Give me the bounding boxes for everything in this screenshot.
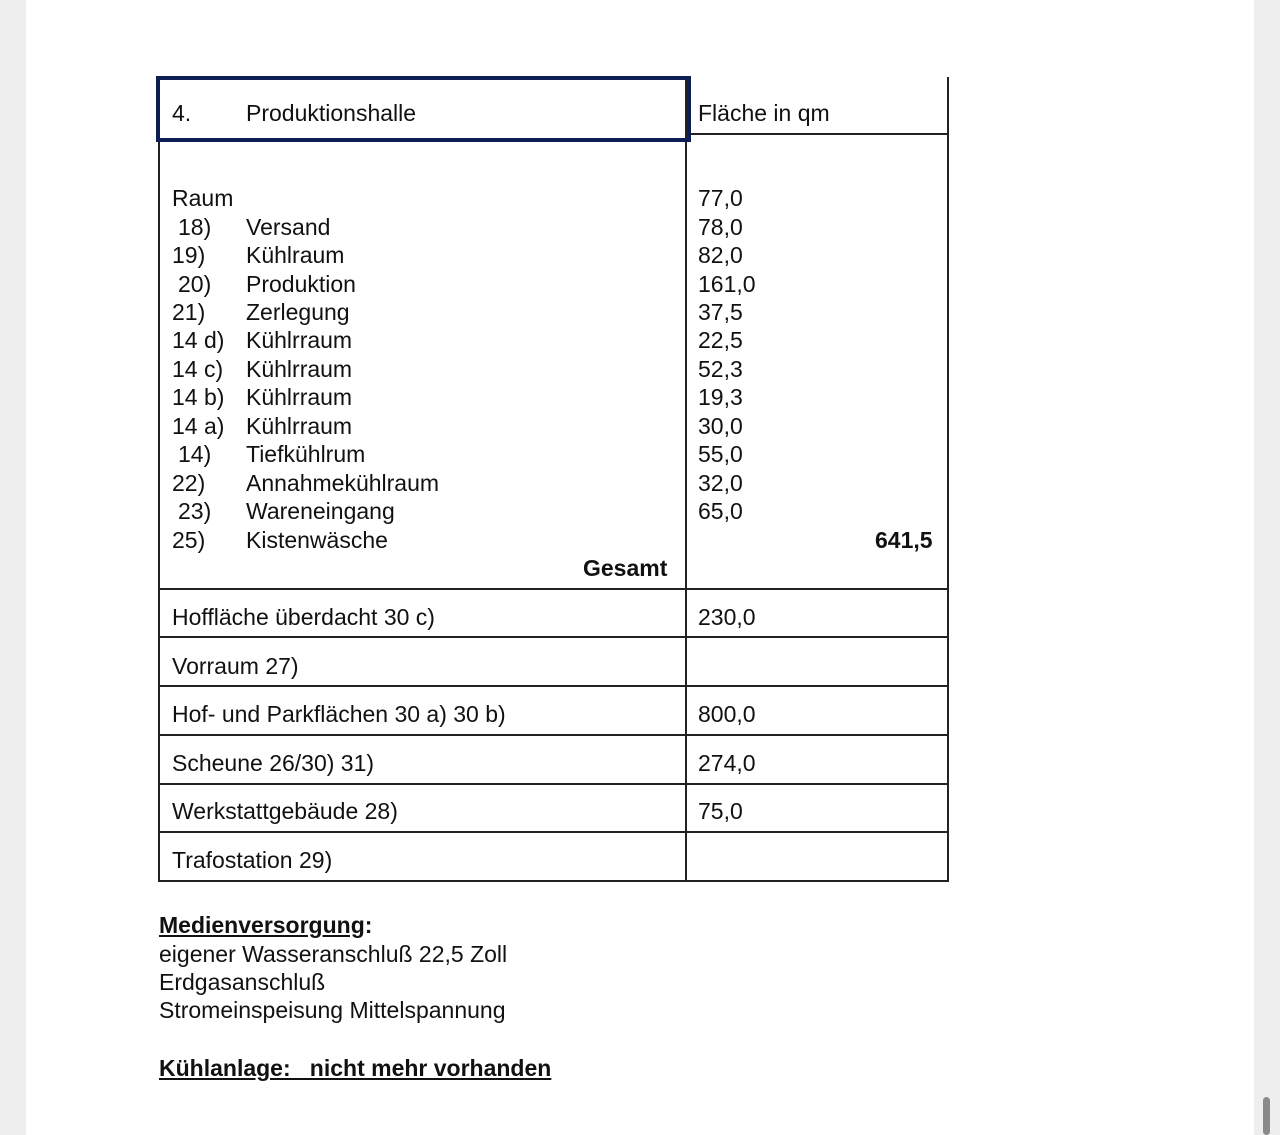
total-value: 641,5 — [875, 527, 933, 553]
rooms-label: Raum — [172, 185, 234, 211]
room-number: 23) — [178, 498, 212, 524]
table-divider — [685, 77, 687, 882]
table-rule — [158, 685, 949, 687]
room-number: 22) — [172, 470, 206, 496]
room-number: 21) — [172, 299, 206, 325]
room-number: 14 d) — [172, 327, 225, 353]
room-name: Wareneingang — [246, 498, 395, 524]
area-column-header: Fläche in qm — [698, 100, 830, 126]
table-border-left — [158, 134, 160, 882]
room-number: 19) — [172, 242, 206, 268]
room-area: 55,0 — [698, 441, 743, 467]
row-label: Werkstattgebäude 28) — [172, 798, 398, 824]
row-label: Scheune 26/30) 31) — [172, 750, 375, 776]
row-value: 274,0 — [698, 750, 756, 776]
row-value: 75,0 — [698, 798, 743, 824]
room-name: Kühlraum — [246, 242, 345, 268]
room-number: 14 a) — [172, 413, 225, 439]
room-number: 14 c) — [172, 356, 224, 382]
table-rule — [158, 588, 949, 590]
row-label: Hoffläche überdacht 30 c) — [172, 604, 435, 630]
row-value: 800,0 — [698, 701, 756, 727]
room-name: Versand — [246, 214, 331, 240]
table-border-bottom — [158, 880, 949, 882]
media-heading-colon: : — [364, 912, 373, 938]
table-rule — [158, 636, 949, 638]
room-area: 32,0 — [698, 470, 743, 496]
room-number: 20) — [178, 271, 212, 297]
room-name: Kistenwäsche — [246, 527, 388, 553]
room-name: Zerlegung — [246, 299, 350, 325]
room-area: 77,0 — [698, 185, 743, 211]
section-title: Produktionshalle — [246, 100, 417, 126]
room-area: 30,0 — [698, 413, 743, 439]
media-line: Erdgasanschluß — [159, 969, 326, 995]
room-number: 14) — [178, 441, 212, 467]
total-label: Gesamt — [583, 555, 668, 581]
room-name: Produktion — [246, 271, 356, 297]
scrollbar-thumb[interactable] — [1263, 1097, 1270, 1135]
media-heading-line — [159, 911, 372, 939]
table-rule — [158, 783, 949, 785]
room-area: 19,3 — [698, 384, 743, 410]
room-name: Kühlrraum — [246, 356, 353, 382]
row-label: Hof- und Parkflächen 30 a) 30 b) — [172, 701, 506, 727]
table-border-right — [947, 77, 949, 882]
table-rule — [158, 734, 949, 736]
room-area: 161,0 — [698, 271, 756, 297]
room-area: 82,0 — [698, 242, 743, 268]
room-number: 25) — [172, 527, 206, 553]
room-name: Kühlrraum — [246, 327, 353, 353]
table-rule — [685, 133, 949, 135]
row-label: Trafostation 29) — [172, 847, 333, 873]
row-label: Vorraum 27) — [172, 653, 299, 679]
media-line: eigener Wasseranschluß 22,5 Zoll — [159, 941, 508, 967]
room-area: 78,0 — [698, 214, 743, 240]
cooling-note: Kühlanlage: nicht mehr vorhanden — [159, 1055, 552, 1081]
room-number: 18) — [178, 214, 212, 240]
room-area: 37,5 — [698, 299, 743, 325]
header-highlight-box — [156, 76, 691, 142]
room-area: 52,3 — [698, 356, 743, 382]
room-name: Annahmekühlraum — [246, 470, 440, 496]
media-heading: Medienversorgung — [159, 912, 365, 938]
room-name: Kühlrraum — [246, 384, 353, 410]
section-number: 4. — [172, 100, 192, 126]
room-area: 65,0 — [698, 498, 743, 524]
room-name: Kühlrraum — [246, 413, 353, 439]
row-value: 230,0 — [698, 604, 756, 630]
room-number: 14 b) — [172, 384, 225, 410]
room-name: Tiefkühlrum — [246, 441, 366, 467]
room-area: 22,5 — [698, 327, 743, 353]
media-line: Stromeinspeisung Mittelspannung — [159, 997, 506, 1023]
table-rule — [158, 831, 949, 833]
